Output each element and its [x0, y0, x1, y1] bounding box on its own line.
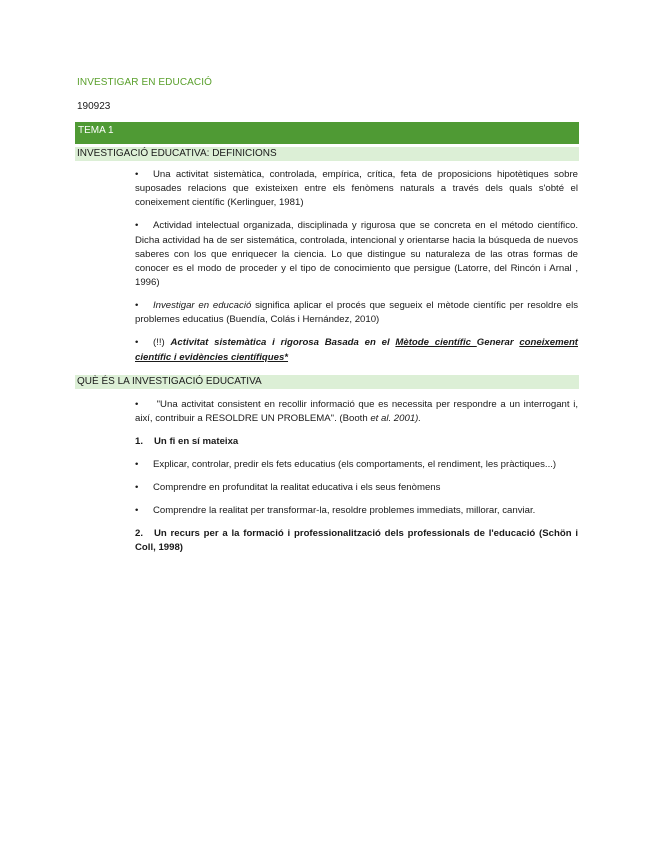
bullet-icon: • [135, 220, 139, 232]
what-is-list [135, 398, 578, 564]
bullet-icon: • [135, 399, 139, 410]
course-title: INVESTIGAR EN EDUCACIÓ [77, 77, 212, 88]
bullet-icon: • [135, 505, 139, 517]
quote-item: • "Una activitat consistent en recollir informació que es necessita per respondre a un interrogant i, així, contribuir a RESOLDRE UN PROBLEMA". (Booth et al. 2001). [135, 399, 578, 425]
list-item: • Actividad intelectual organizada, disciplinada y rigurosa que se concreta en el método científico. Dicha actividad ha de ser sistemática, controlada, intencional y orientarse hacia la búsqueda de nuevos saberes con los que enriquecer la ciencia. Lo que distingue su naturaleza de las otras formas de conocer es el modo de proceder y el tipo de conocimiento que persigue (Latorre, del Rincón i Arnal , 1996) [135, 220, 578, 289]
date-label: 190923 [77, 101, 111, 112]
list-item: • Comprendre la realitat per transformar-la, resoldre problemes immediats, millorar, canviar. [135, 504, 578, 518]
list-item: • (!!) Activitat sistemàtica i rigorosa Basada en el Mètode científic Generar coneixement científic i evidències científiques* [135, 337, 578, 363]
bullet-icon: • [135, 482, 139, 494]
numbered-item-1: 1. Un fi en sí mateixa [135, 436, 239, 448]
list-item: • Explicar, controlar, predir els fets educatius (els comportaments, el rendiment, les pràctiques...) [135, 458, 578, 472]
section-heading-what-is: QUÈ ÉS LA INVESTIGACIÓ EDUCATIVA [75, 375, 579, 389]
list-item: • Comprendre en profunditat la realitat educativa i els seus fenòmens [135, 481, 578, 495]
bullet-icon: • [135, 300, 139, 312]
section-heading-definitions: INVESTIGACIÓ EDUCATIVA: DEFINICIONS [75, 147, 579, 161]
definitions-list [135, 168, 578, 374]
bullet-icon: • [135, 459, 139, 471]
list-item: • Investigar en educació significa aplicar el procés que segueix el mètode científic per resoldre els problemes educatius (Buendía, Colás i Hernández, 2010) [135, 300, 578, 326]
numbered-item-2: 2. Un recurs per a la formació i professionalització dels professionals de l'educació (Schön i Coll, 1998) [135, 528, 578, 554]
list-item: • Una activitat sistemàtica, controlada, empírica, crítica, feta de proposicions hipotètiques sobre suposades relacions que existeixen entre els fenòmens naturals a través dels quals s'obté el coneixement científic (Kerlinguer, 1981) [135, 169, 578, 209]
tema-heading: TEMA 1 [75, 122, 579, 144]
bullet-icon: • [135, 337, 139, 349]
bullet-icon: • [135, 169, 139, 180]
